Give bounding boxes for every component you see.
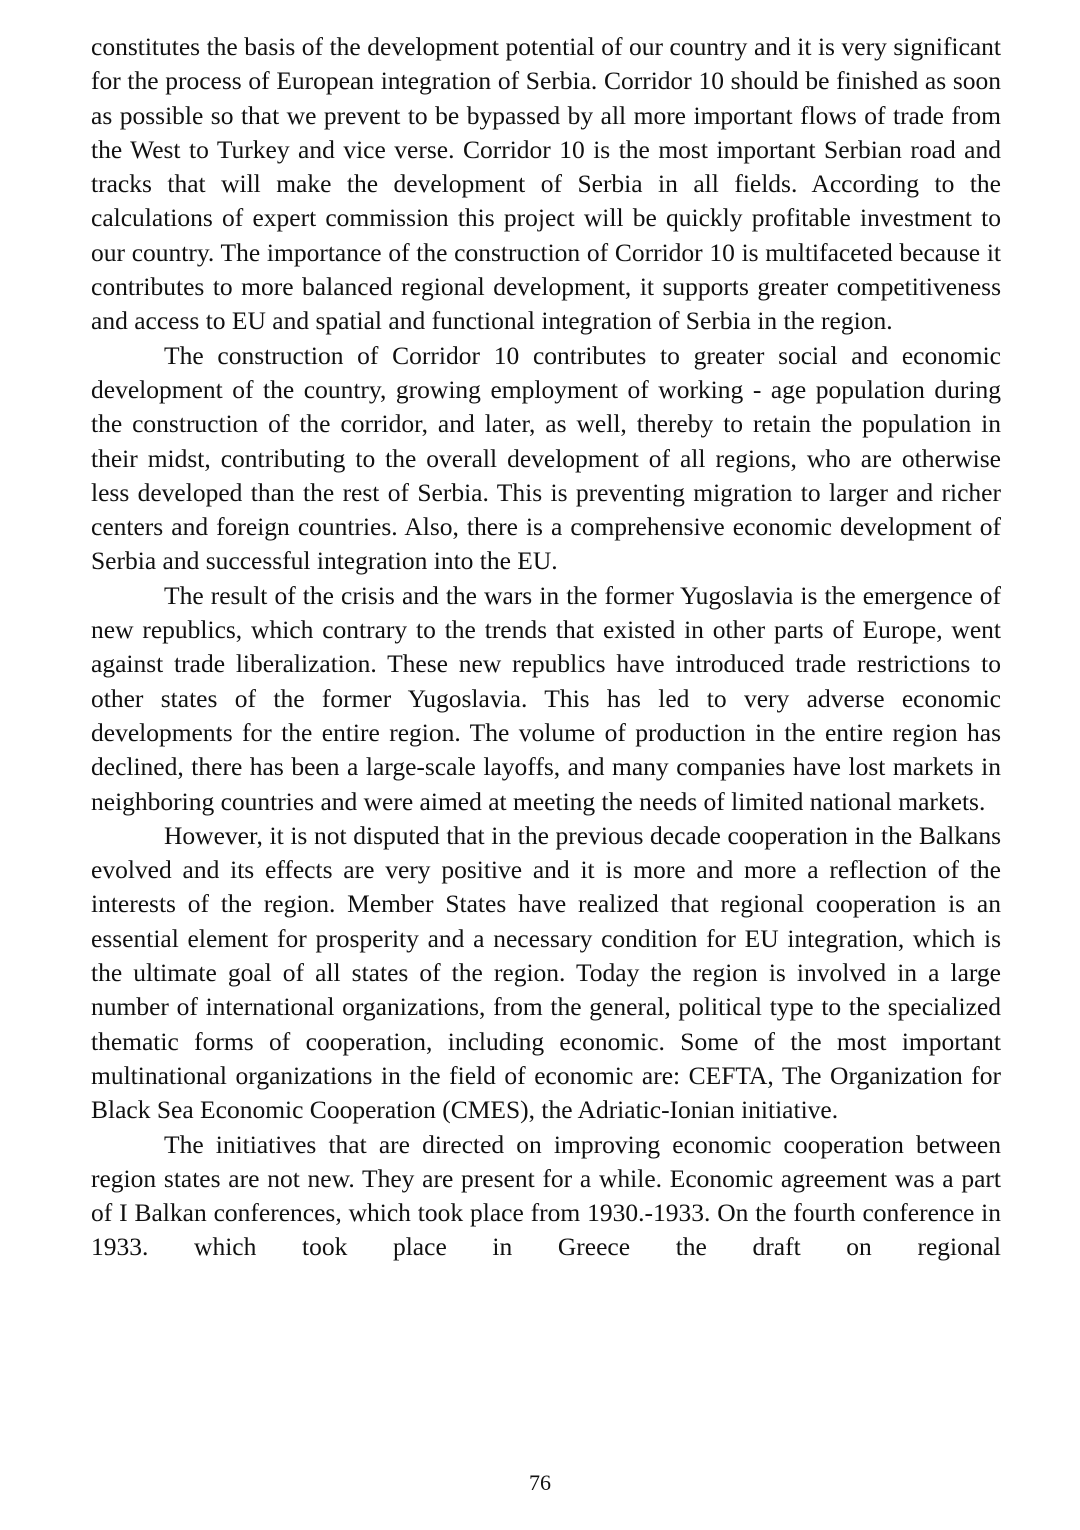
page-number: 76 bbox=[529, 1470, 551, 1495]
paragraph-1: constitutes the basis of the development potential of our country and it is very significant for the process of European integration of Serbia. Corridor 10 should be finished as soon as possible so that we prevent to be bypassed by all more important flows of trade from the West to Turkey and vice verse. Corridor 10 is the most important Serbian road and tracks that will make the development of Serbia in all fields. According to the calculations of expert commission this project will be quickly profitable investment to our country. The importance of the construction of Corridor 10 is multifaceted because it contributes to more balanced regional development, it supports greater competitiveness and access to EU and spatial and functional integration of Serbia in the region. bbox=[91, 32, 1001, 336]
document-page bbox=[91, 30, 1001, 1265]
paragraph-2: The construction of Corridor 10 contributes to greater social and economic development of the country, growing employment of working - age population during the construction of the corridor, and later, as well, thereby to retain the population in their midst, contributing to the overall development of all regions, who are otherwise less developed than the rest of Serbia. This is preventing migration to larger and richer centers and foreign countries. Also, there is a comprehensive economic development of Serbia and successful integration into the EU. bbox=[91, 340, 1001, 576]
paragraph-5: The initiatives that are directed on improving economic cooperation between region states are not new. They are present for a while. Economic agreement was a part of I Balkan conferences, which took place from 1930.-1933. On the fourth conference in 1933. which took place in Greece the draft on regional bbox=[91, 1129, 1001, 1262]
paragraph-3: The result of the crisis and the wars in the former Yugoslavia is the emergence of new republics, which contrary to the trends that existed in other parts of Europe, went against trade liberalization. These new republics have introduced trade restrictions to other states of the former Yugoslavia. This has led to very adverse economic developments for the entire region. The volume of production in the entire region has declined, there has been a large-scale layoffs, and many companies have lost markets in neighboring countries and were aimed at meeting the needs of limited national markets. bbox=[91, 580, 1001, 816]
paragraph-4: However, it is not disputed that in the previous decade cooperation in the Balkans evolved and its effects are very positive and it is more and more a reflection of the interests of the region. Member States have realized that regional cooperation is an essential element for prosperity and a necessary condition for EU integration, which is the ultimate goal of all states of the region. Today the region is involved in a large number of international organizations, from the general, political type to the specialized thematic forms of cooperation, including economic. Some of the most important multinational organizations in the field of economic are: CEFTA, The Organization for Black Sea Economic Cooperation (CMES), the Adriatic-Ionian initiative. bbox=[91, 820, 1001, 1125]
